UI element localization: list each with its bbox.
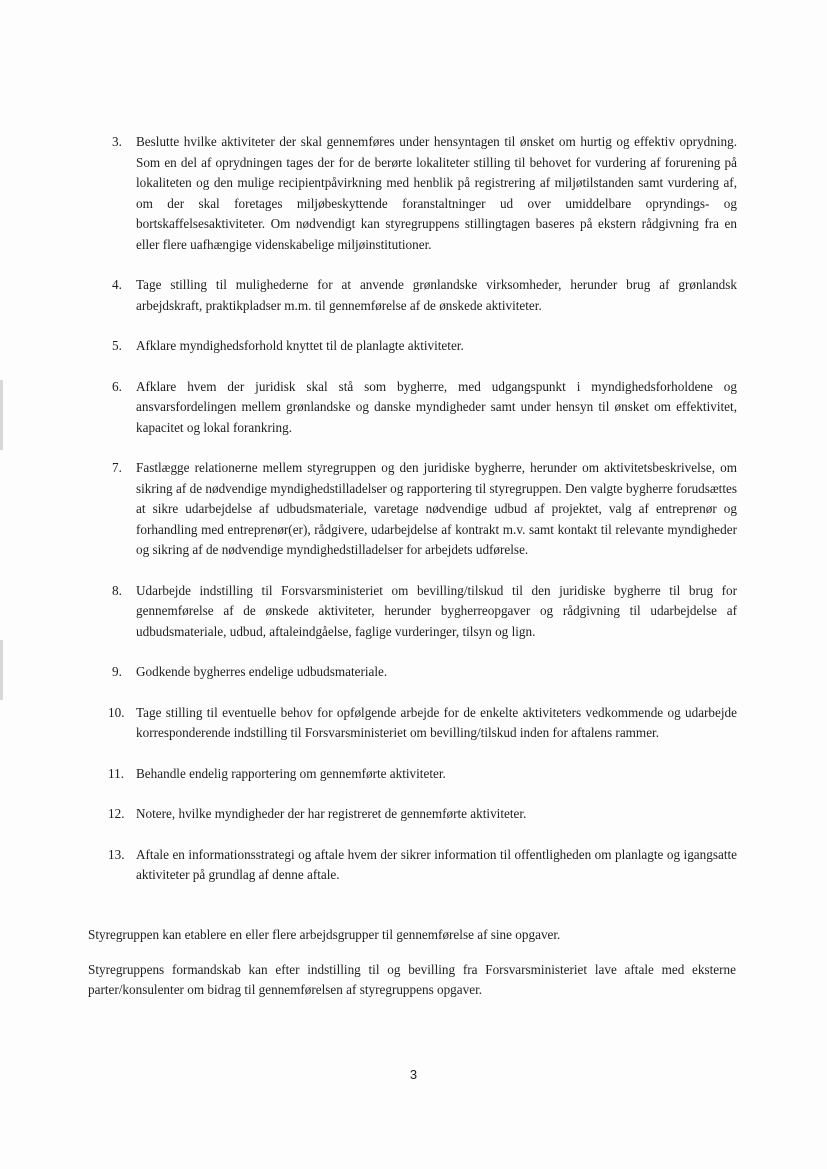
list-item-number: 3. bbox=[112, 134, 122, 149]
list-item bbox=[112, 336, 737, 357]
list-item-text: Aftale en informationsstrategi og aftale hvem der sikrer information til offentligheden om planlagte og igangsatte aktiviteter på grundlag af denne aftale. bbox=[136, 846, 737, 882]
page-number: 3 bbox=[409, 1067, 418, 1082]
task-list bbox=[108, 132, 737, 906]
list-item-text: Tage stilling til mulighederne for at anvende grønlandske virksomheder, herunder brug af grønlandsk arbejdskraft, praktikpladser m.m. til gennemførelse af de ønskede aktiviteter. bbox=[136, 277, 737, 313]
list-item-text: Fastlægge relationerne mellem styregruppen og den juridiske bygherre, herunder om aktivitetsbeskrivelse, om sikring af de nødvendige myndighedstilladelser og rapportering til styregruppen. Den valgte bygherre forudsættes at sikre udarbejdelse af udbudsmateriale, varetage nødvendige udbud af projektet, valg af entreprenør og forhandling med entreprenør(er), rådgivere, udarbejdelse af kontrakt m.v. samt kontakt til relevante myndigheder og sikring af de nødvendige myndighedstilladelser for arbejdets udførelse. bbox=[136, 460, 737, 557]
list-item-text: Godkende bygherres endelige udbudsmateriale. bbox=[136, 664, 388, 679]
list-item bbox=[112, 458, 737, 561]
list-item-text: Afklare myndighedsforhold knyttet til de planlagte aktiviteter. bbox=[136, 338, 464, 353]
list-item-text: Tage stilling til eventuelle behov for opfølgende arbejde for de enkelte aktiviteters vedkommende og udarbejde korresponderende indstilling til Forsvarsministeriet om bevilling/tilskud inden for aftalens rammer. bbox=[136, 704, 737, 740]
list-item bbox=[112, 132, 737, 255]
list-item-number: 5. bbox=[112, 338, 122, 353]
list-item bbox=[108, 804, 737, 825]
list-item-text: Afklare hvem der juridisk skal stå som bygherre, med udgangspunkt i myndighedsforholdene og ansvarsfordelingen mellem grønlandske og danske myndigheder samt under hensyn til ønsket om effektivitet, kapacitet og lokal forankring. bbox=[136, 378, 737, 435]
list-item-number: 8. bbox=[112, 582, 122, 598]
list-item-number: 6. bbox=[112, 378, 122, 394]
list-item bbox=[112, 662, 737, 683]
closing-paragraphs bbox=[88, 925, 736, 1015]
list-item bbox=[112, 275, 737, 316]
scan-edge-mark bbox=[0, 380, 3, 450]
list-item-text: Udarbejde indstilling til Forsvarsministeriet om bevilling/tilskud til den juridiske bygherre til brug for gennemførelse af de ønskede aktiviteter, herunder bygherreopgaver og rådgivning til udarbejdelse af udbudsmateriale, udbud, aftaleindgåelse, faglige vurderinger, tilsyn og lign. bbox=[136, 582, 737, 639]
list-item-text: Notere, hvilke myndigheder der har registreret de gennemførte aktiviteter. bbox=[136, 806, 527, 821]
list-item bbox=[112, 377, 737, 439]
list-item-number: 13. bbox=[108, 846, 125, 862]
paragraph: Styregruppens formandskab kan efter indstilling til og bevilling fra Forsvarsministeriet lave aftale med eksterne parter/konsulenter om bidrag til gennemførelsen af styregruppens opgaver. bbox=[88, 961, 736, 997]
scan-edge-mark bbox=[0, 640, 3, 700]
list-item bbox=[108, 703, 737, 744]
list-item-number: 12. bbox=[108, 806, 125, 821]
list-item-number: 7. bbox=[112, 460, 122, 475]
paragraph: Styregruppen kan etablere en eller flere arbejdsgrupper til gennemførelse af sine opgaver. bbox=[88, 927, 561, 942]
list-item-text: Beslutte hvilke aktiviteter der skal gennemføres under hensyntagen til ønsket om hurtig og effektiv oprydning. Som en del af oprydningen tages der for de berørte lokaliteter stilling til behovet for vurdering af forurening på lokaliteten og den mulige recipientpåvirkning med henblik på registrering af miljøtilstanden samt vurdering af, om der skal foretages miljøbeskyttende foranstaltninger ud over umiddelbare opryndings- og bortskaffelsesaktiviteter. Om nødvendigt kan styregruppens stillingtagen baseres på ekstern rådgivning fra en eller flere uafhængige videnskabelige miljøinstitutioner. bbox=[136, 134, 737, 252]
list-item bbox=[112, 581, 737, 643]
list-item-number: 4. bbox=[112, 277, 122, 292]
list-item bbox=[108, 764, 737, 785]
list-item-number: 11. bbox=[108, 765, 124, 781]
list-item-text: Behandle endelig rapportering om gennemførte aktiviteter. bbox=[136, 765, 446, 781]
list-item-number: 10. bbox=[108, 704, 125, 720]
list-item bbox=[108, 845, 737, 886]
list-item-number: 9. bbox=[112, 664, 122, 679]
